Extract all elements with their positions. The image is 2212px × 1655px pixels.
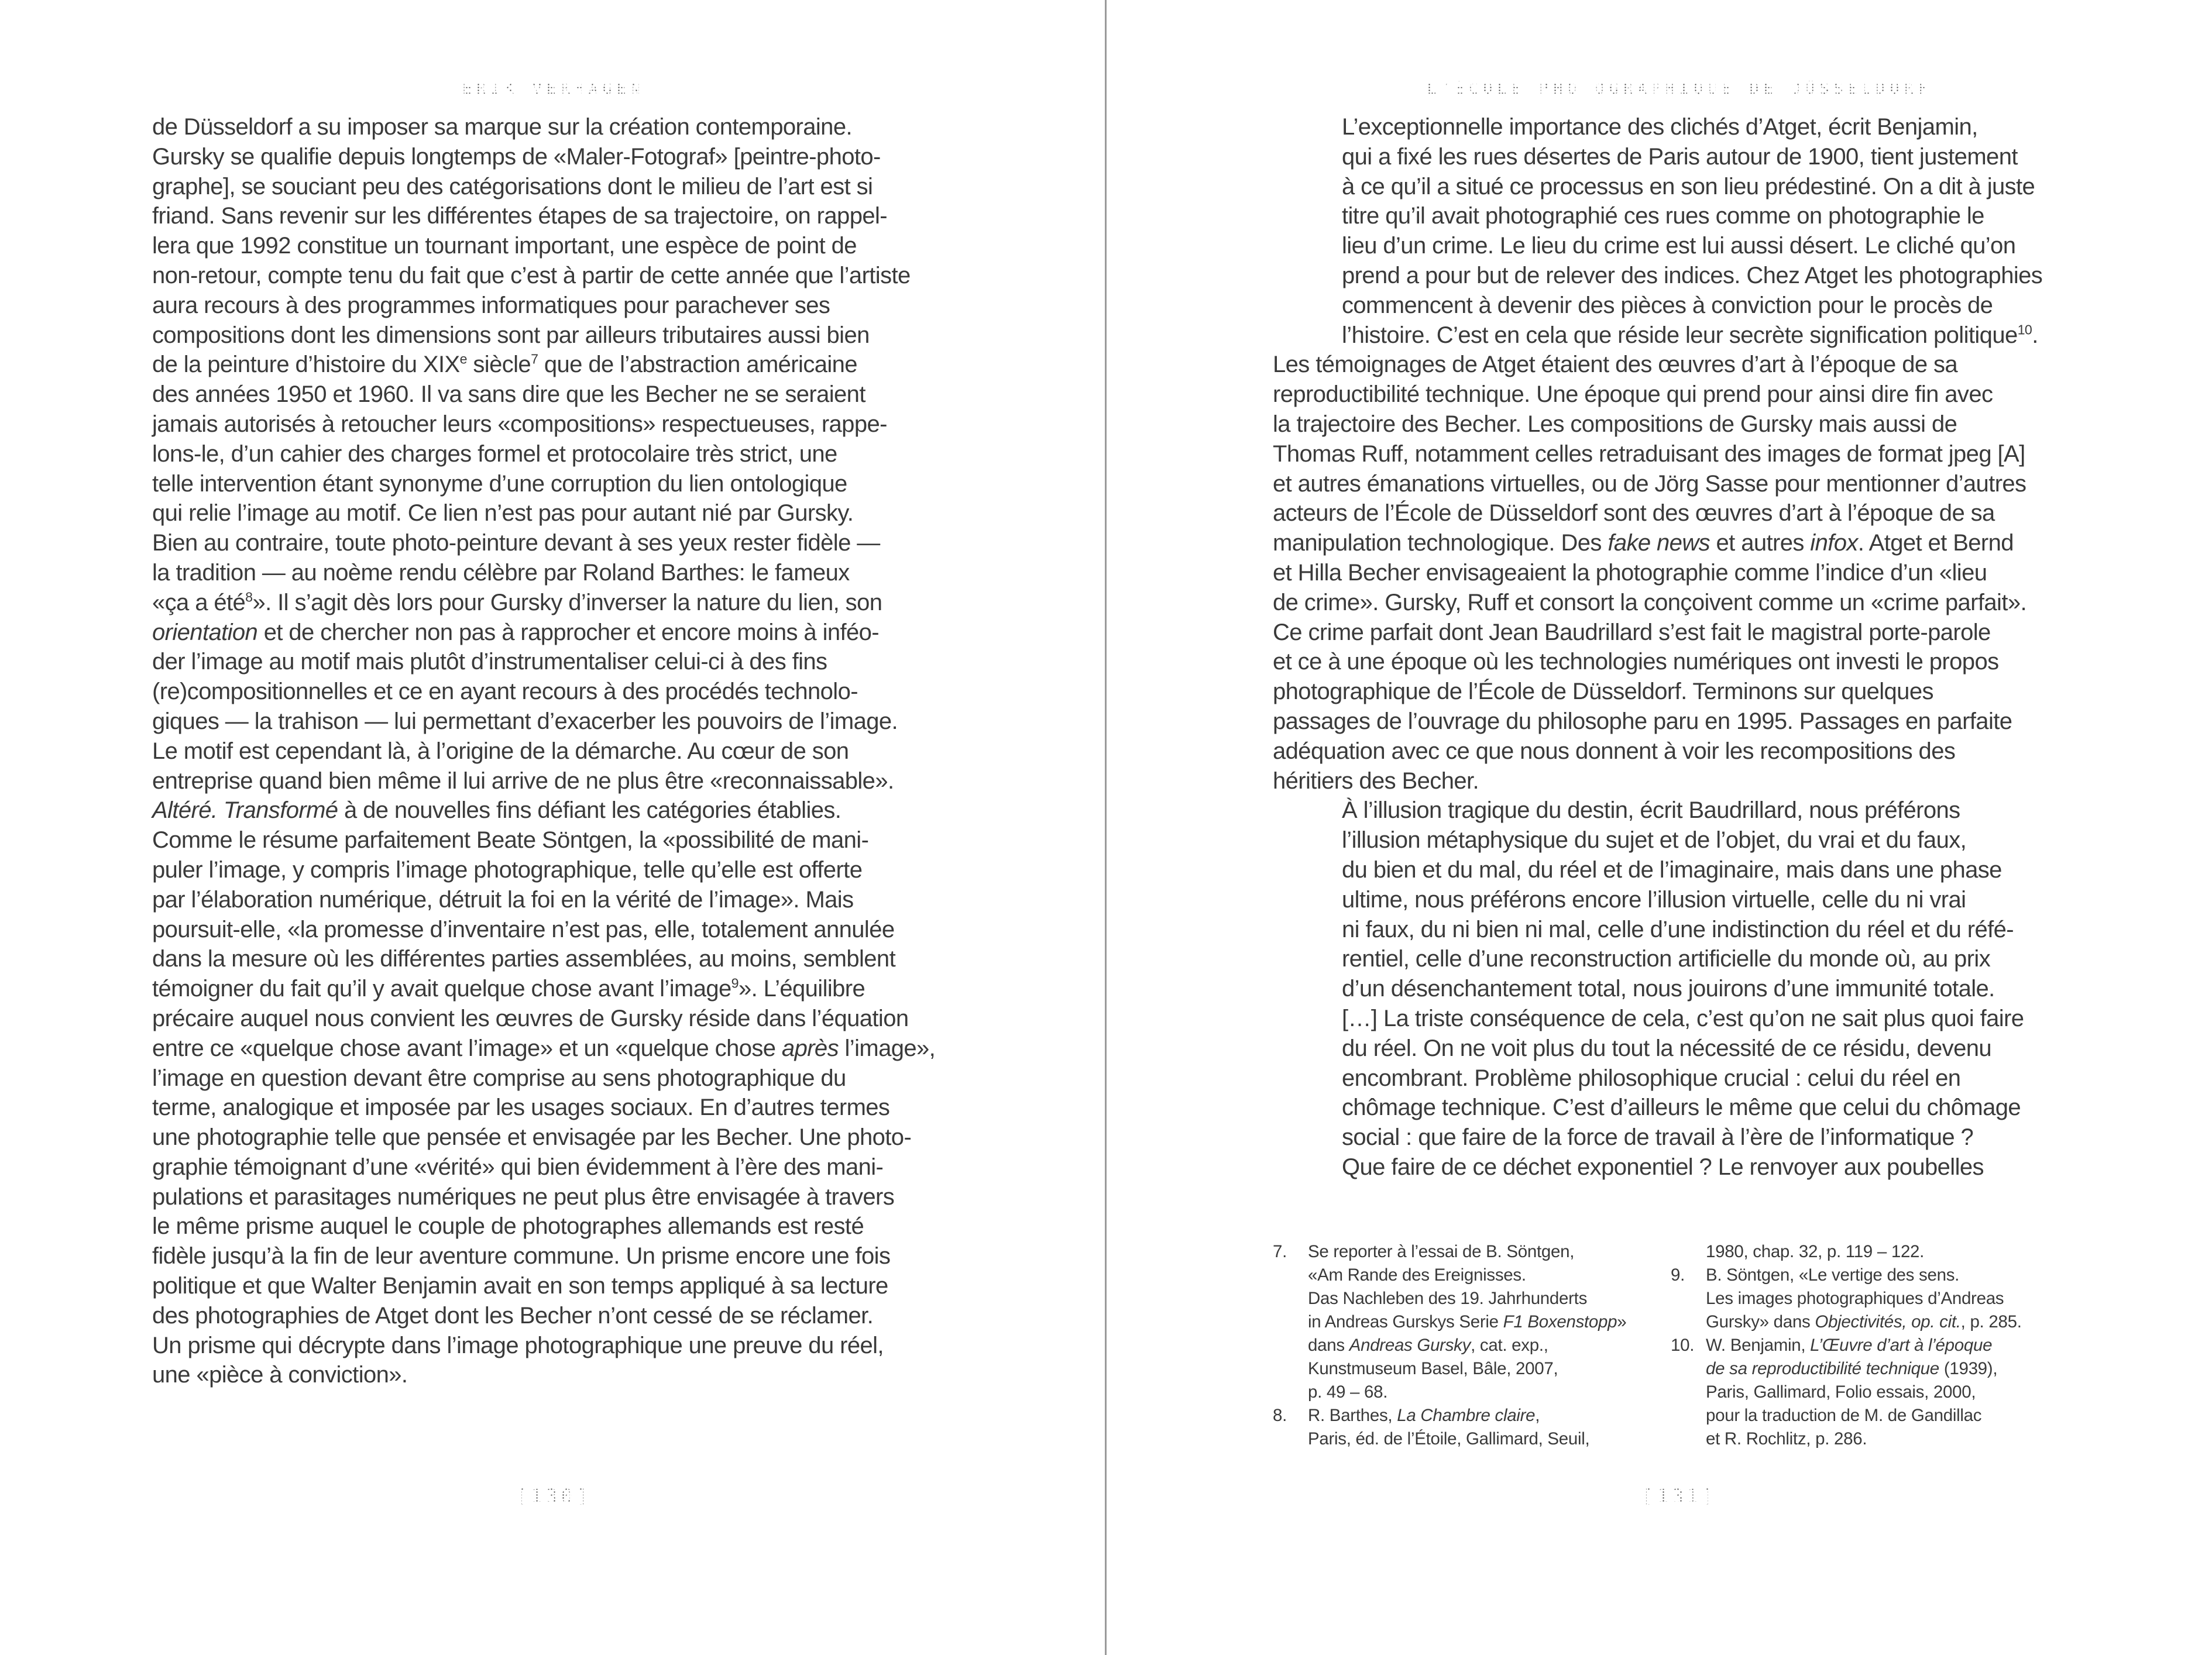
text-line: dans Andreas Gursky, cat. exp., <box>1308 1336 1548 1355</box>
text-line: témoigner du fait qu’il y avait quelque chose avant l’image$^9$». L’équilibre <box>152 975 865 1002</box>
text-line: de sa reproductibilité technique (1939), <box>1706 1359 1998 1378</box>
footnote-number: 8. <box>1273 1406 1287 1425</box>
text-line: Thomas Ruff, notamment celles retraduisant des images de format jpeg [A] <box>1273 441 2025 467</box>
text-line: (re)compositionnelles et ce en ayant recours à des procédés technolo- <box>152 679 858 705</box>
text-line: Ce crime parfait dont Jean Baudrillard s’est fait le magistral porte-parole <box>1273 619 1991 645</box>
text-line: des photographies de Atget dont les Becher n’ont cessé de se réclamer. <box>152 1302 874 1329</box>
text-line: chômage technique. C’est d’ailleurs le même que celui du chômage <box>1342 1095 2021 1121</box>
text-line: Le motif est cependant là, à l’origine de la démarche. Au cœur de son <box>152 738 849 764</box>
text-line: giques — la trahison — lui permettant d’exacerber les pouvoirs de l’image. <box>152 708 898 734</box>
text-line: «Am Rande des Ereignisses. <box>1308 1265 1526 1285</box>
running-header-author: ERIK VERHAGEN <box>152 77 955 101</box>
text-line: de la peinture d’histoire du XIXe siècle$^7$ que de l’abstraction américaine <box>152 352 857 378</box>
text-line: héritiers des Becher. <box>1273 768 1479 794</box>
text-line: graphie témoignant d’une «vérité» qui bien évidemment à l’ère des mani- <box>152 1154 884 1180</box>
text-line: la tradition — au noème rendu célèbre par Roland Barthes: le fameux <box>152 559 850 586</box>
text-line: B. Söntgen, «Le vertige des sens. <box>1706 1265 1960 1285</box>
text-line: ni faux, du ni bien ni mal, celle d’une indistinction du réel et du réfé- <box>1342 916 2014 942</box>
text-line: qui relie l’image au motif. Ce lien n’est pas pour autant nié par Gursky. <box>152 500 854 527</box>
text-line: par l’élaboration numérique, détruit la foi en la vérité de l’image». Mais <box>152 886 854 913</box>
text-line: lons-le, d’un cahier des charges formel et protocolaire très strict, une <box>152 441 837 467</box>
text-line: poursuit-elle, «la promesse d’inventaire n’est pas, elle, totalement annulée <box>152 916 895 942</box>
footnote <box>1273 1240 1662 1404</box>
page-number-left: [130] <box>152 1485 955 1508</box>
text-line: L’exceptionnelle importance des clichés d’Atget, écrit Benjamin, <box>1342 114 1978 140</box>
text-line: et Hilla Becher envisageaient la photographie comme l’indice d’un «lieu <box>1273 559 1987 586</box>
text-line: telle intervention étant synonyme d’une corruption du lien ontologique <box>152 470 847 497</box>
text-line: lieu d’un crime. Le lieu du crime est lui aussi désert. Le cliché qu’on <box>1342 233 2016 259</box>
text-line: passages de l’ouvrage du philosophe paru en 1995. Passages en parfaite <box>1273 708 2012 734</box>
paragraph <box>1273 350 2086 796</box>
text-line: friand. Sans revenir sur les différentes étapes de sa trajectoire, on rappel- <box>152 203 887 229</box>
text-line: l’image en question devant être comprise au sens photographique du <box>152 1065 846 1091</box>
page-number-right: [131] <box>1273 1485 2086 1508</box>
text-line: dans la mesure où les différentes parties assemblées, au moins, semblent <box>152 946 896 972</box>
body-text-left <box>152 112 955 1390</box>
text-line: ultime, nous préférons encore l’illusion virtuelle, celle du ni vrai <box>1342 886 1966 913</box>
text-line: p. 49 – 68. <box>1308 1382 1388 1402</box>
text-line: la trajectoire des Becher. Les compositions de Gursky mais aussi de <box>1273 411 1957 437</box>
text-line: encombrant. Problème philosophique crucial : celui du réel en <box>1342 1065 1961 1091</box>
footnote <box>1671 1334 2086 1451</box>
text-line: Que faire de ce déchet exponentiel ? Le renvoyer aux poubelles <box>1342 1154 1984 1180</box>
text-line: Bien au contraire, toute photo-peinture devant à ses yeux rester fidèle — <box>152 530 880 556</box>
footnote-text <box>1308 1240 1662 1404</box>
footnote-number: 9. <box>1671 1265 1685 1285</box>
text-line: Paris, Gallimard, Folio essais, 2000, <box>1706 1382 1976 1402</box>
text-line: une «pièce à conviction». <box>152 1362 408 1388</box>
text-line: et ce à une époque où les technologies numériques ont investi le propos <box>1273 649 1999 675</box>
gutter-divider <box>1105 0 1107 1655</box>
text-line: Se reporter à l’essai de B. Söntgen, <box>1308 1242 1575 1261</box>
text-line: de crime». Gursky, Ruff et consort la conçoivent comme un «crime parfait». <box>1273 589 2027 615</box>
text-line: manipulation technologique. Des fake news et autres infox. Atget et Bernd <box>1273 530 2014 556</box>
footnote-text <box>1706 1334 2086 1451</box>
paragraph <box>152 112 955 1390</box>
footnote-number <box>1671 1240 1706 1264</box>
text-line: Altéré. Transformé à de nouvelles fins défiant les catégories établies. <box>152 797 841 824</box>
text-line: […] La triste conséquence de cela, c’est qu’on ne sait plus quoi faire <box>1342 1005 2024 1031</box>
footnotes-column-2 <box>1671 1240 2086 1451</box>
body-text-right <box>1273 112 2086 1182</box>
text-line: politique et que Walter Benjamin avait en son temps appliqué à sa lecture <box>152 1273 888 1299</box>
footnotes-column-1 <box>1273 1240 1662 1451</box>
text-line: et R. Rochlitz, p. 286. <box>1706 1429 1867 1448</box>
text-line: Les témoignages de Atget étaient des œuvres d’art à l’époque de sa <box>1273 352 1958 378</box>
text-line: Paris, éd. de l’Étoile, Gallimard, Seuil, <box>1308 1429 1590 1448</box>
text-line: lera que 1992 constitue un tournant important, une espèce de point de <box>152 233 857 259</box>
text-line: précaire auquel nous convient les œuvres de Gursky réside dans l’équation <box>152 1005 909 1031</box>
block-quote <box>1273 112 2086 350</box>
text-line: jamais autorisés à retoucher leurs «compositions» respectueuses, rappe- <box>152 411 887 437</box>
text-line: de Düsseldorf a su imposer sa marque sur la création contemporaine. <box>152 114 852 140</box>
text-line: titre qu’il avait photographié ces rues comme on photographie le <box>1342 203 1984 229</box>
footnote-number: 7. <box>1273 1242 1287 1261</box>
block-quote <box>1273 796 2086 1182</box>
text-line: à ce qu’il a situé ce processus en son lieu prédestiné. On a dit à juste <box>1342 173 2035 199</box>
text-line: entre ce «quelque chose avant l’image» et un «quelque chose après l’image», <box>152 1035 936 1061</box>
text-line: W. Benjamin, L’Œuvre d’art à l’époque <box>1706 1336 1993 1355</box>
text-line: rentiel, celle d’une reconstruction artificielle du monde où, au prix <box>1342 946 1991 972</box>
text-line: d’un désenchantement total, nous jouirons d’une immunité totale. <box>1342 976 1995 1002</box>
text-line: non-retour, compte tenu du fait que c’est à partir de cette année que l’artiste <box>152 262 911 288</box>
running-header-chapter: L’ÉCOLE PHOTOGRAPHIQUE DE DÜSSELDORF <box>1273 77 2086 101</box>
text-line: social : que faire de la force de travail à l’ère de l’informatique ? <box>1342 1124 1974 1151</box>
text-line: adéquation avec ce que nous donnent à voir les recompositions des <box>1273 738 1956 764</box>
text-line: qui a fixé les rues désertes de Paris autour de 1900, tient justement <box>1342 143 2018 170</box>
footnote-text <box>1706 1240 2086 1264</box>
text-line: une photographie telle que pensée et envisagée par les Becher. Une photo- <box>152 1124 912 1151</box>
text-line: commencent à devenir des pièces à conviction pour le procès de <box>1342 292 1993 318</box>
footnote <box>1671 1264 2086 1334</box>
text-line: Comme le résume parfaitement Beate Söntgen, la «possibilité de mani- <box>152 827 869 854</box>
text-line: À l’illusion tragique du destin, écrit Baudrillard, nous préférons <box>1342 797 1960 824</box>
text-line: du bien et du mal, du réel et de l’imaginaire, mais dans une phase <box>1342 856 2002 883</box>
text-line: Das Nachleben des 19. Jahrhunderts <box>1308 1289 1588 1308</box>
text-line: entreprise quand bien même il lui arrive de ne plus être «reconnaissable». <box>152 768 894 794</box>
text-line: l’histoire. C’est en cela que réside leur secrète signification politique$^{10}$. <box>1342 322 2038 348</box>
text-line: fidèle jusqu’à la fin de leur aventure commune. Un prisme encore une fois <box>152 1243 891 1269</box>
text-line: der l’image au motif mais plutôt d’instrumentaliser celui-ci à des fins <box>152 649 827 675</box>
text-line: pour la traduction de M. de Gandillac <box>1706 1406 1982 1425</box>
text-line: 1980, chap. 32, p. 119 – 122. <box>1706 1242 1925 1261</box>
text-line: aura recours à des programmes informatiques pour parachever ses <box>152 292 830 318</box>
text-line: Les images photographiques d’Andreas <box>1706 1289 2004 1308</box>
text-line: graphe], se souciant peu des catégorisations dont le milieu de l’art est si <box>152 173 873 199</box>
text-line: Un prisme qui décrypte dans l’image photographique une preuve du réel, <box>152 1332 884 1358</box>
text-line: reproductibilité technique. Une époque qui prend pour ainsi dire fin avec <box>1273 381 1993 408</box>
text-line: Gursky se qualifie depuis longtemps de «Maler-Fotograf» [peintre-photo- <box>152 143 881 170</box>
text-line: Gursky» dans Objectivités, op. cit., p. 285. <box>1706 1312 2022 1331</box>
text-line: pulations et parasitages numériques ne peut plus être envisagée à travers <box>152 1183 895 1210</box>
text-line: «ça a été$^8$». Il s’agit dès lors pour Gursky d’inverser la nature du lien, son <box>152 589 882 615</box>
text-line: puler l’image, y compris l’image photographique, telle qu’elle est offerte <box>152 856 863 883</box>
text-line: terme, analogique et imposée par les usages sociaux. En d’autres termes <box>152 1095 890 1121</box>
text-line: du réel. On ne voit plus du tout la nécessité de ce résidu, devenu <box>1342 1035 1992 1061</box>
text-line: le même prisme auquel le couple de photographes allemands est resté <box>152 1213 864 1240</box>
text-line: in Andreas Gurskys Serie F1 Boxenstopp» <box>1308 1312 1627 1331</box>
footnote <box>1671 1240 2086 1264</box>
text-line: acteurs de l’École de Düsseldorf sont des œuvres d’art à l’époque de sa <box>1273 500 1995 527</box>
text-line: l’illusion métaphysique du sujet et de l’objet, du vrai et du faux, <box>1342 827 1967 854</box>
text-line: orientation et de chercher non pas à rapprocher et encore moins à inféo- <box>152 619 880 645</box>
footnote-text <box>1308 1404 1662 1451</box>
text-line: Kunstmuseum Basel, Bâle, 2007, <box>1308 1359 1558 1378</box>
footnote-number: 10. <box>1671 1336 1695 1355</box>
text-line: prend a pour but de relever des indices. Chez Atget les photographies <box>1342 262 2043 288</box>
footnote <box>1273 1404 1662 1451</box>
text-line: photographique de l’École de Düsseldorf. Terminons sur quelques <box>1273 679 1933 705</box>
text-line: compositions dont les dimensions sont par ailleurs tributaires aussi bien <box>152 322 870 348</box>
text-line: des années 1950 et 1960. Il va sans dire que les Becher ne se seraient <box>152 381 865 408</box>
text-line: R. Barthes, La Chambre claire, <box>1308 1406 1540 1425</box>
text-line: et autres émanations virtuelles, ou de Jörg Sasse pour mentionner d’autres <box>1273 470 2026 497</box>
footnote-text <box>1706 1264 2086 1334</box>
